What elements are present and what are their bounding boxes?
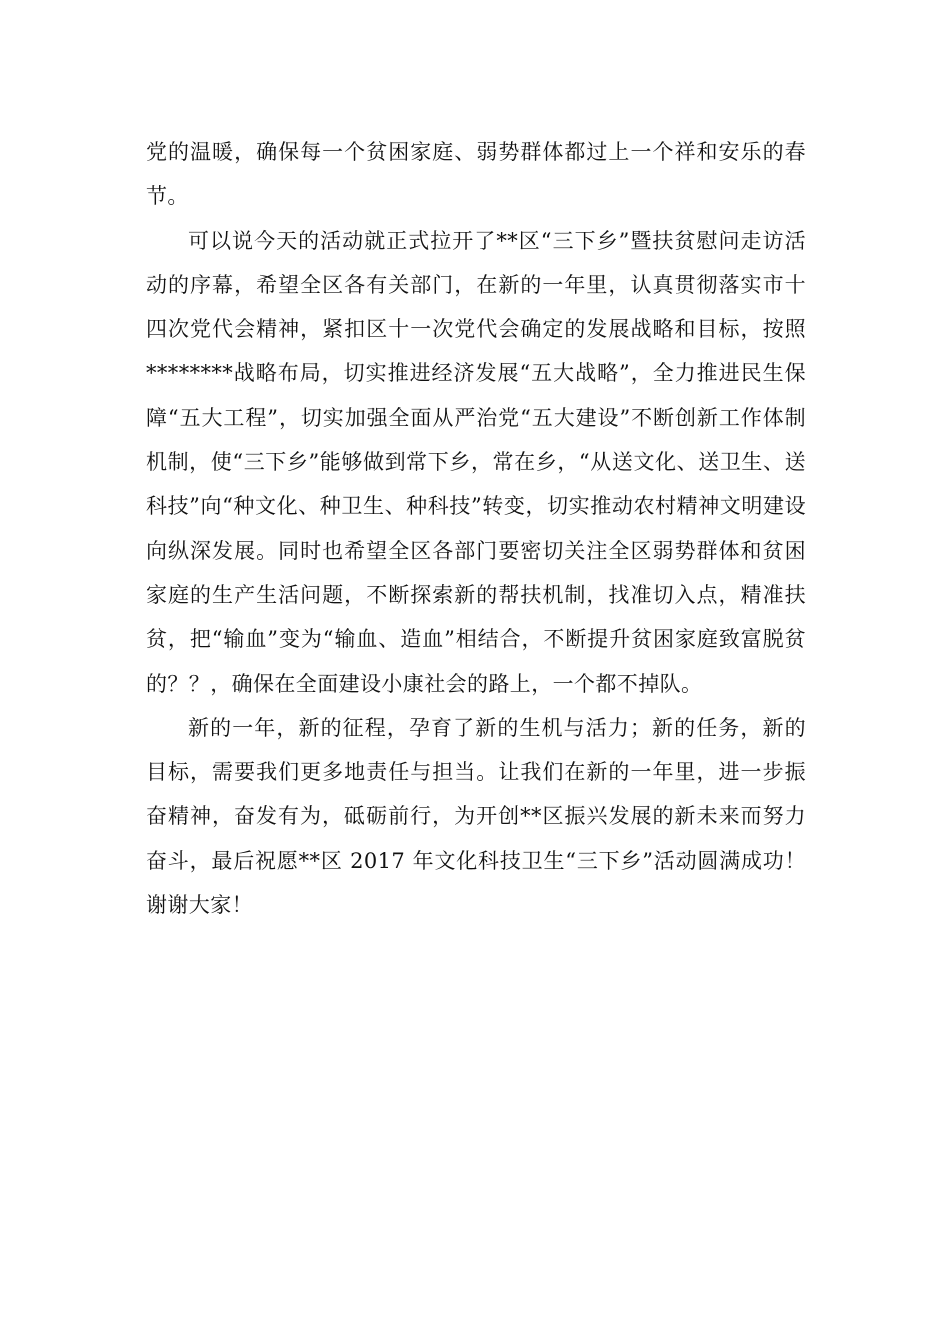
paragraph-continuation: 党的温暖，确保每一个贫困家庭、弱势群体都过上一个祥和安乐的春节。 [146, 140, 806, 209]
paragraph-closing: 新的一年，新的征程，孕育了新的生机与活力；新的任务，新的目标，需要我们更多地责任与担当。让我们在新的一年里，进一步振奋精神，奋发有为，砥砺前行，为开创**区振兴发展的新未来而努力奋斗，最后祝愿**区 2017 年文化科技卫生“三下乡”活动圆满成功！谢谢大家！ [146, 715, 806, 918]
paragraph-activity-launch: 可以说今天的活动就正式拉开了**区“三下乡”暨扶贫慰问走访活动的序幕，希望全区各有关部门，在新的一年里，认真贯彻落实市十四次党代会精神，紧扣区十一次党代会确定的发展战略和目标，按照********战略布局，切实推进经济发展“五大战略”，全力推进民生保障“五大工程”，切实加强全面从严治党“五大建设”不断创新工作体制机制，使“三下乡”能够做到常下乡，常在乡，“从送文化、送卫生、送科技”向“种文化、种卫生、种科技”转变，切实推动农村精神文明建设向纵深发展。同时也希望全区各部门要密切关注全区弱势群体和贫困家庭的生产生活问题，不断探索新的帮扶机制，找准切入点，精准扶贫，把“输血”变为“输血、造血”相结合，不断提升贫困家庭致富脱贫的？？，确保在全面建设小康社会的路上，一个都不掉队。 [146, 228, 806, 696]
document-body [146, 130, 806, 927]
